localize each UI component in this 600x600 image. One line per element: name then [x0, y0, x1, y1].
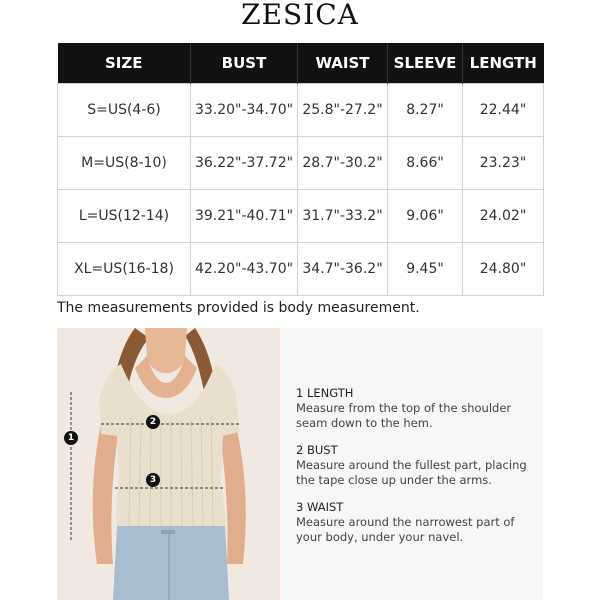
- instruction-text: Measure around the narrowest part of: [296, 515, 515, 529]
- cell-sleeve: 8.66": [388, 136, 463, 189]
- instruction-text: Measure from the top of the shoulder: [296, 401, 512, 415]
- cell-bust: 39.21"-40.71": [191, 189, 298, 242]
- cell-sleeve: 9.45": [388, 242, 463, 295]
- table-row: [58, 83, 544, 136]
- marker-bust: 2: [146, 415, 160, 429]
- header-bust: BUST: [191, 43, 298, 83]
- instruction-text: your body, under your navel.: [296, 530, 464, 544]
- brand-logo: ZESICA: [241, 0, 359, 31]
- cell-length: 22.44": [463, 83, 544, 136]
- cell-waist: 34.7"-36.2": [298, 242, 388, 295]
- table-row: [58, 242, 544, 295]
- cell-bust: 33.20"-34.70": [191, 83, 298, 136]
- measurement-instructions-panel: [280, 328, 543, 600]
- cell-waist: 25.8"-27.2": [298, 83, 388, 136]
- model-illustration: [57, 328, 280, 600]
- cell-sleeve: 8.27": [388, 83, 463, 136]
- cell-length: 23.23": [463, 136, 544, 189]
- instruction-waist: [296, 500, 536, 545]
- header-length: LENGTH: [463, 43, 544, 83]
- cell-length: 24.80": [463, 242, 544, 295]
- cell-sleeve: 9.06": [388, 189, 463, 242]
- cell-bust: 36.22"-37.72": [191, 136, 298, 189]
- cell-waist: 31.7"-33.2": [298, 189, 388, 242]
- header-waist: WAIST: [298, 43, 388, 83]
- instruction-title: 2 BUST: [296, 443, 338, 457]
- cell-size: L=US(12-14): [58, 189, 191, 242]
- measurement-note: The measurements provided is body measurement.: [57, 300, 420, 316]
- cell-bust: 42.20"-43.70": [191, 242, 298, 295]
- size-chart-table: [57, 43, 544, 296]
- table-header-row: [58, 43, 544, 83]
- instruction-bust: [296, 443, 536, 488]
- marker-length: 1: [64, 431, 78, 445]
- header-sleeve: SLEEVE: [388, 43, 463, 83]
- header-size: SIZE: [58, 43, 191, 83]
- cell-size: S=US(4-6): [58, 83, 191, 136]
- cell-waist: 28.7"-30.2": [298, 136, 388, 189]
- cell-size: M=US(8-10): [58, 136, 191, 189]
- instruction-text: seam down to the hem.: [296, 416, 433, 430]
- instruction-title: 3 WAIST: [296, 500, 344, 514]
- instruction-length: [296, 386, 536, 431]
- cell-length: 24.02": [463, 189, 544, 242]
- marker-waist: 3: [146, 473, 160, 487]
- table-row: [58, 136, 544, 189]
- model-photo: [57, 328, 280, 600]
- instruction-title: 1 LENGTH: [296, 386, 354, 400]
- instruction-text: Measure around the fullest part, placing: [296, 458, 527, 472]
- measurement-list: [296, 386, 536, 557]
- cell-size: XL=US(16-18): [58, 242, 191, 295]
- instruction-text: the tape close up under the arms.: [296, 473, 492, 487]
- table-row: [58, 189, 544, 242]
